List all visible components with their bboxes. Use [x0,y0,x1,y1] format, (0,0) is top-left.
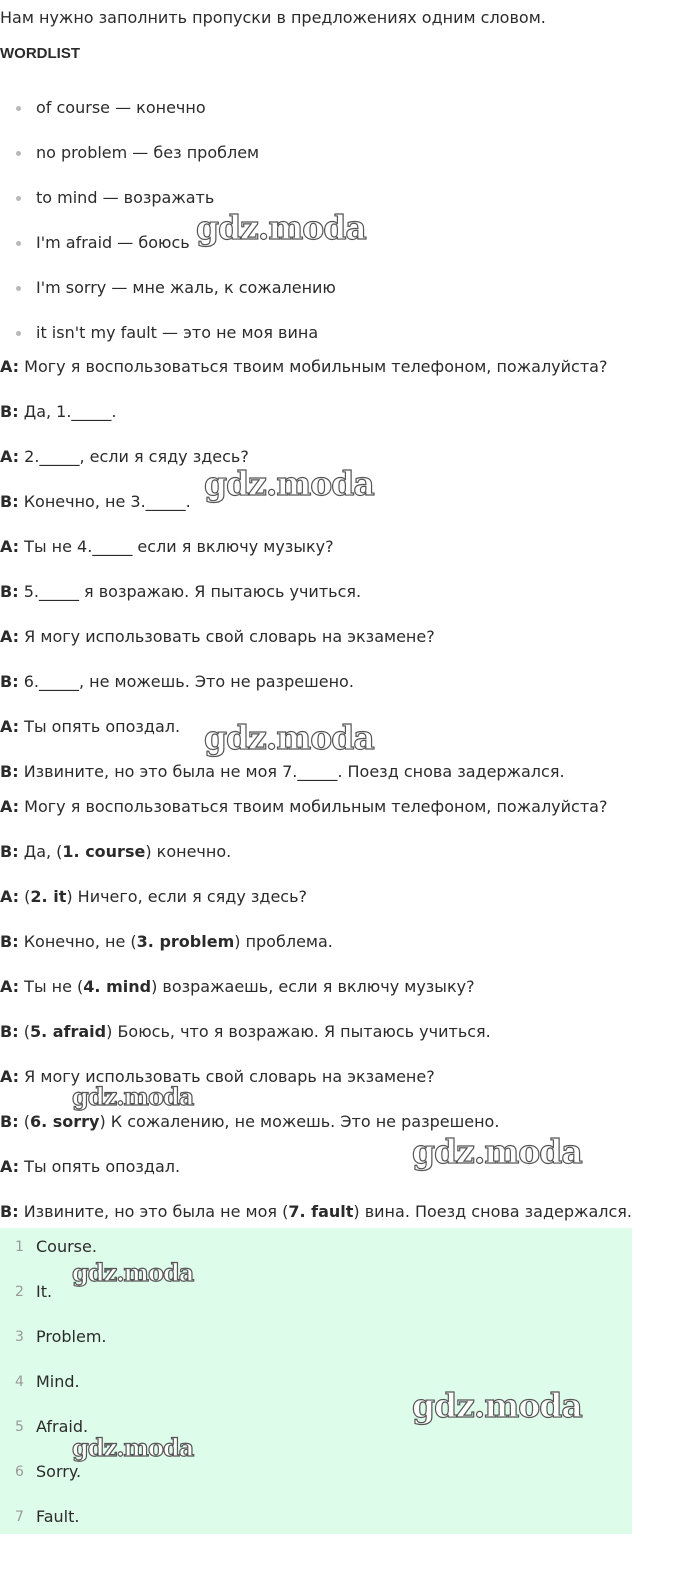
filled-line: A: Ты не (4. mind) возражаешь, если я включу музыку? [0,977,475,996]
dialogue-line: B: Да, 1._____. [0,402,117,421]
dialogue-line: A: Ты не 4._____ если я включу музыку? [0,537,334,556]
wordlist-title: WORDLIST [0,45,80,62]
watermark: gdz.moda [72,1258,194,1287]
dialogue-line: B: 6._____, не можешь. Это не разрешено. [0,672,354,691]
dialogue-line: A: 2._____, если я сяду здесь? [0,447,249,466]
filled-line: B: (6. sorry) К сожалению, не можешь. Это не разрешено. [0,1112,500,1131]
answer-word: 4. mind [83,977,152,996]
filled-line: A: Ты опять опоздал. [0,1157,181,1176]
bullet-icon [16,196,21,201]
filled-line: B: (5. afraid) Боюсь, что я возражаю. Я пытаюсь учиться. [0,1022,491,1041]
filled-line: A: Я могу использовать свой словарь на экзамене? [0,1067,435,1086]
watermark: gdz.moda [196,208,366,247]
answer-word: 1. course [62,842,146,861]
answer-word: 6. sorry [29,1112,100,1131]
filled-line: B: Извините, но это была не моя (7. fault) вина. Поезд снова задержался. [0,1202,632,1221]
bullet-icon [16,331,21,336]
dialogue-line: B: Извините, но это была не моя 7._____. Поезд снова задержался. [0,762,565,781]
answer-list: 1 Course. 2 It. 3 Problem. 4 Mind. 5 Afraid. 6 Sorry. 7 Fault. [0,1228,632,1534]
answer-word: 5. afraid [29,1022,107,1041]
dialogue-line: B: 5._____ я возражаю. Я пытаюсь учиться. [0,582,362,601]
answer-word: 3. problem [136,932,235,951]
filled-line: B: Конечно, не (3. problem) проблема. [0,932,333,951]
bullet-icon [16,106,21,111]
watermark: gdz.moda [204,464,374,503]
dialogue-line: A: Могу я воспользоваться твоим мобильным телефоном, пожалуйста? [0,357,608,376]
watermark: gdz.moda [72,1082,194,1111]
bullet-icon [16,151,21,156]
filled-line: B: Да, (1. course) конечно. [0,842,232,861]
dialogue-line: A: Я могу использовать свой словарь на экзамене? [0,627,435,646]
intro-text: Нам нужно заполнить пропуски в предложениях одним словом. [0,8,546,27]
watermark: gdz.moda [204,718,374,757]
bullet-icon [16,241,21,246]
watermark: gdz.moda [72,1433,194,1462]
dialogue-line: A: Ты опять опоздал. [0,717,181,736]
answer-word: 7. fault [288,1202,354,1221]
watermark: gdz.moda [412,1386,582,1425]
answer-word: 2. it [30,887,67,906]
filled-line: A: Могу я воспользоваться твоим мобильным телефоном, пожалуйста? [0,797,608,816]
filled-line: A: (2. it) Ничего, если я сяду здесь? [0,887,307,906]
dialogue-line: B: Конечно, не 3._____. [0,492,191,511]
watermark: gdz.moda [412,1132,582,1171]
bullet-icon [16,286,21,291]
